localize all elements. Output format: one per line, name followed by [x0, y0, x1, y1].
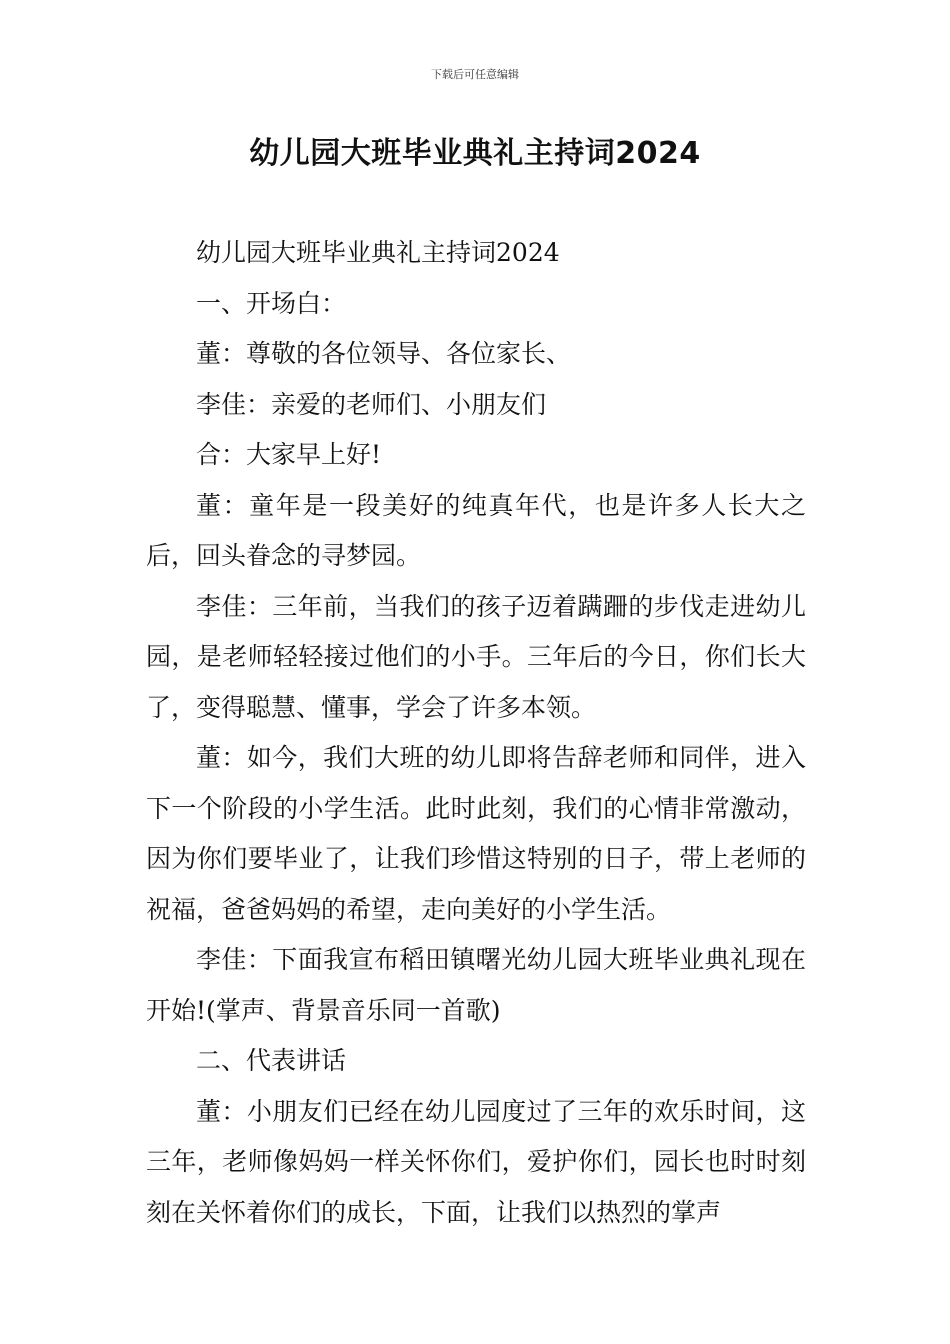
paragraph: 董：尊敬的各位领导、各位家长、: [196, 339, 572, 368]
paragraph: 二、代表讲话: [196, 1046, 347, 1075]
header-note: 下载后可任意编辑: [431, 68, 519, 81]
paragraph: 李佳：下面我宣布稻田镇曙光幼儿园大班毕业典礼现在开始!(掌声、背景音乐同一首歌): [146, 945, 806, 1025]
paragraph: 李佳：亲爱的老师们、小朋友们: [196, 389, 547, 419]
document-body: [146, 228, 806, 1238]
paragraph: 合：大家早上好!: [196, 440, 382, 469]
paragraph: 董：童年是一段美好的纯真年代，也是许多人长大之后，回头眷念的寻梦园。: [146, 490, 806, 570]
paragraph: 幼儿园大班毕业典礼主持词2024: [196, 238, 560, 267]
paragraph: 董：小朋友们已经在幼儿园度过了三年的欢乐时间，这三年，老师像妈妈一样关怀你们，爱护你们，园长也时时刻刻在关怀着你们的成长，下面，让我们以热烈的掌声: [146, 1096, 806, 1227]
paragraph: 一、开场白：: [196, 288, 347, 318]
paragraph: 李佳：三年前，当我们的孩子迈着蹒跚的步伐走进幼儿园，是老师轻轻接过他们的小手。三年后的今日，你们长大了，变得聪慧、懂事，学会了许多本领。: [146, 591, 806, 722]
paragraph: 董：如今，我们大班的幼儿即将告辞老师和同伴，进入下一个阶段的小学生活。此时此刻，我们的心情非常激动，因为你们要毕业了，让我们珍惜这特别的日子，带上老师的祝福，爸爸妈妈的希望，走向美好的小学生活。: [146, 743, 806, 924]
document-title: 幼儿园大班毕业典礼主持词2024: [249, 136, 701, 171]
